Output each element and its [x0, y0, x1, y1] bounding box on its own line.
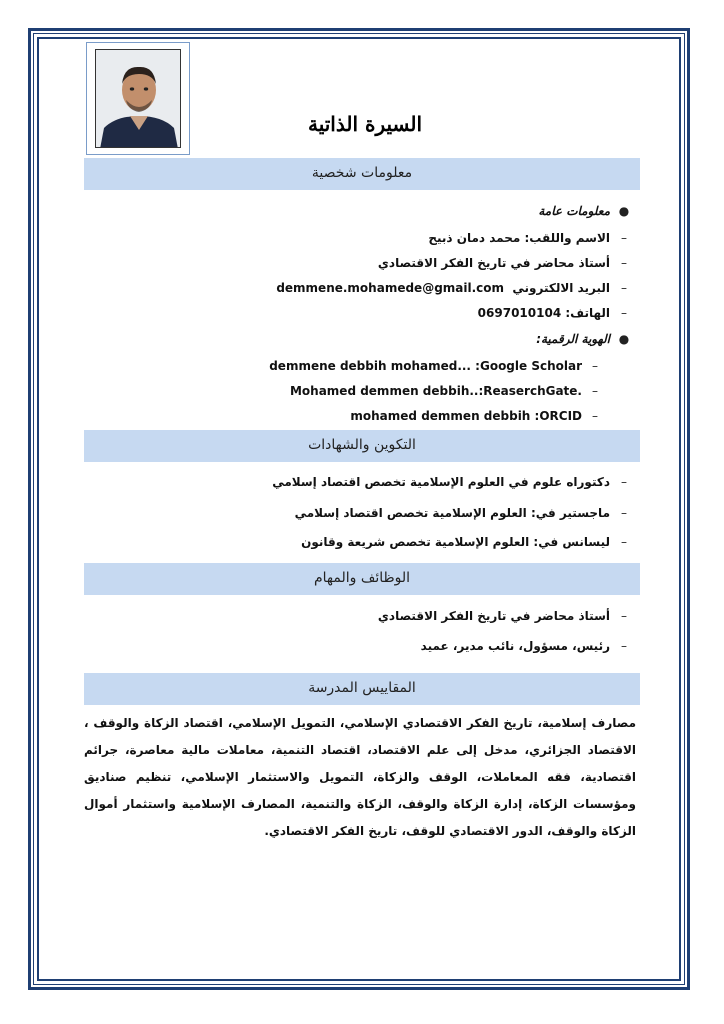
profile-photo: [95, 49, 181, 148]
digital-id-heading: [536, 332, 638, 346]
dash-marker: –: [621, 306, 627, 320]
name-text: الاسم واللقب: محمد دمان ذبيح: [428, 231, 610, 245]
general-info-label: معلومات عامة: [538, 204, 610, 218]
position-text: أستاذ محاضر في تاريخ الفكر الاقتصادي: [377, 256, 610, 270]
google-scholar-link[interactable]: demmene debbih mohamed... :Google Scholar: [269, 359, 582, 373]
google-scholar-row: [269, 359, 608, 373]
education-item: [272, 475, 638, 489]
profile-photo-frame: [86, 42, 190, 155]
page-title: السيرة الذاتية: [307, 112, 423, 136]
education-item: [295, 506, 638, 520]
dash-marker: –: [621, 535, 627, 549]
researchgate-row: [290, 384, 608, 398]
job-item: [421, 639, 638, 653]
education-item-text: دكتوراه علوم في العلوم الإسلامية تخصص اقتصاد إسلامي: [272, 475, 610, 489]
orcid-link[interactable]: mohamed demmen debbih :ORCID: [350, 409, 582, 423]
job-item: [378, 609, 638, 623]
job-item-text: أستاذ محاضر في تاريخ الفكر الاقتصادي: [377, 609, 610, 623]
email-label: البريد الالكتروني: [512, 281, 610, 295]
dash-marker: –: [621, 231, 627, 245]
name-row: [428, 231, 638, 245]
education-item: [301, 535, 638, 549]
section-header-courses: المقاييس المدرسة: [84, 673, 640, 705]
bullet-marker: ●: [618, 204, 630, 218]
dash-marker: –: [592, 409, 598, 423]
digital-id-label: الهوية الرقمية:: [536, 332, 610, 346]
person-portrait-icon: [96, 50, 181, 148]
education-item-text: ماجستير في: العلوم الإسلامية تخصص اقتصاد إسلامي: [294, 506, 610, 520]
job-item-text: رئيس، مسؤول، نائب مدير، عميد: [420, 639, 610, 653]
education-item-text: ليسانس في: العلوم الإسلامية تخصص شريعة وقانون: [301, 535, 610, 549]
section-header-jobs: الوظائف والمهام: [84, 563, 640, 595]
bullet-marker: ●: [618, 332, 630, 346]
dash-marker: –: [592, 359, 598, 373]
dash-marker: –: [621, 639, 627, 653]
email-link[interactable]: demmene.mohamede@gmail.com: [276, 281, 505, 295]
dash-marker: –: [621, 256, 627, 270]
section-header-education: التكوين والشهادات: [84, 430, 640, 462]
phone-row: [478, 306, 638, 320]
section-header-personal: معلومات شخصية: [84, 158, 640, 190]
researchgate-link[interactable]: Mohamed demmen debbih..:ReaserchGate.: [289, 384, 582, 398]
general-info-heading: [538, 204, 638, 218]
dash-marker: –: [621, 475, 627, 489]
orcid-row: [350, 409, 608, 423]
email-row: [276, 281, 638, 295]
dash-marker: –: [592, 384, 598, 398]
dash-marker: –: [621, 506, 627, 520]
phone-text: الهاتف: 0697010104: [477, 306, 610, 320]
dash-marker: –: [621, 281, 627, 295]
dash-marker: –: [621, 609, 627, 623]
courses-paragraph: مصارف إسلامية، تاريخ الفكر الاقتصادي الإسلامي، التمويل الإسلامي، اقتصاد الزكاة والوقف ، الاقتصاد الجزائري، مدخل إلى علم الاقتصاد، اقتصاد التنمية، معاملات مالية معاصرة، جرائم اقتصادية، فقه المعاملات، الوقف والزكاة، التمويل والاستثمار الإسلامي، تنظيم صناديق ومؤسسات الزكاة، إدارة الزكاة والوقف، الزكاة والتنمية، المصارف الإسلامية واستثمار أموال الزكاة والوقف، الدور الاقتصادي للوقف، تاريخ الفكر الاقتصادي.: [84, 716, 636, 838]
position-row: [378, 256, 638, 270]
